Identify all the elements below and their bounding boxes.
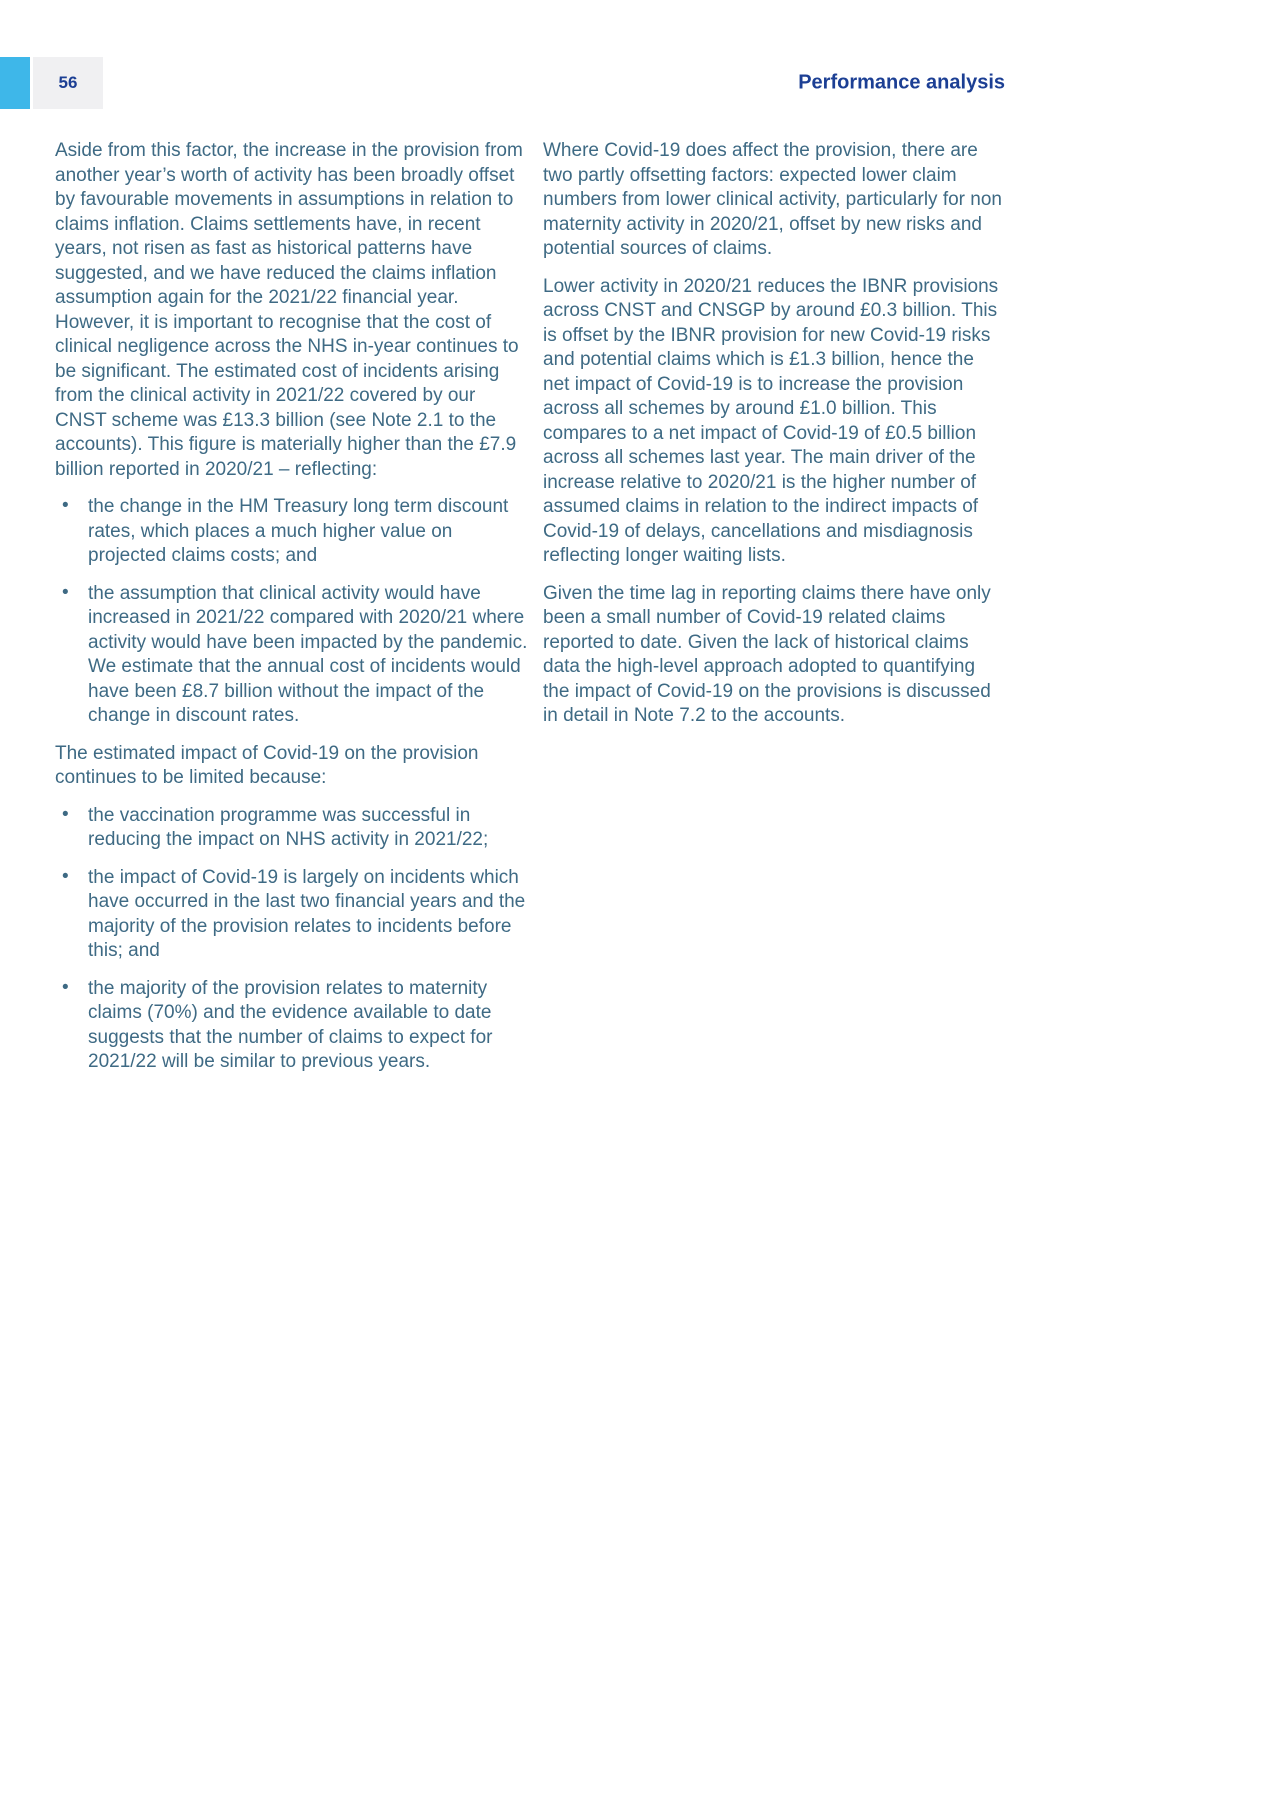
paragraph-covid-intro: The estimated impact of Covid-19 on the provision continues to be limited because: — [55, 742, 479, 788]
list-item — [55, 804, 529, 853]
bullet-icon: • — [62, 865, 69, 887]
bullet-list-covid — [55, 804, 529, 1075]
list-item-text: the majority of the provision relates to maternity claims (70%) and the evidence available to date suggests that the number of claims to expect for 2021/22 will be similar to previous years. — [88, 977, 493, 1072]
bullet-icon: • — [62, 976, 69, 998]
list-item — [55, 495, 529, 569]
paragraph: Given the time lag in reporting claims there have only been a small number of Covid-19 related claims reported to date. Given the lack of historical claims data the high-level approach adopted to quantifying the impact of Covid-19 on the provisions is discussed in detail in Note 7.2 to the accounts. — [543, 582, 991, 726]
paragraph: Lower activity in 2020/21 reduces the IBNR provisions across CNST and CNSGP by around £0.3 billion. This is offset by the IBNR provision for new Covid-19 risks and potential claims which is £1.3 billion, hence the net impact of Covid-19 is to increase the provision across all schemes by around £1.0 billion. This compares to a net impact of Covid-19 of £0.5 billion across all schemes last year. The main driver of the increase relative to 2020/21 is the higher number of assumed claims in relation to the indirect impacts of Covid-19 of delays, cancellations and misdiagnosis reflecting longer waiting lists. — [543, 275, 999, 566]
list-item — [55, 866, 529, 964]
list-item — [55, 582, 529, 729]
right-column — [543, 139, 1005, 742]
list-item-text: the change in the HM Treasury long term discount rates, which places a much higher value on projected claims costs; and — [88, 496, 509, 566]
bullet-icon: • — [62, 803, 69, 825]
list-item-text: the impact of Covid-19 is largely on incidents which have occurred in the last two financial years and the majority of the provision relates to incidents before this; and — [88, 866, 526, 961]
list-item-text: the assumption that clinical activity would have increased in 2021/22 compared with 2020/21 where activity would have been impacted by the pandemic. We estimate that the annual cost of incidents would have been £8.7 billion without the impact of the change in discount rates. — [88, 582, 528, 726]
section-title: Performance analysis — [798, 71, 1005, 94]
page-number-box — [33, 57, 103, 109]
paragraph: Where Covid-19 does affect the provision, there are two partly offsetting factors: expected lower claim numbers from lower clinical activity, particularly for non maternity activity in 2020/21, offset by new risks and potential sources of claims. — [543, 140, 1002, 259]
bullet-icon: • — [62, 495, 69, 516]
paragraph-intro: Aside from this factor, the increase in the provision from another year’s worth of activity has been broadly offset by favourable movements in assumptions in relation to claims inflation. Claims settlements have, in recent years, not risen as fast as historical patterns have suggested, and we have reduced the claims inflation assumption again for the 2021/22 financial year. However, it is important to recognise that the cost of clinical negligence across the NHS in-year continues to be significant. The estimated cost of incidents arising from the clinical activity in 2021/22 covered by our CNST scheme was £13.3 billion (see Note 2.1 to the accounts). This figure is materially higher than the £7.9 billion reported in 2020/21 – reflecting: — [55, 140, 523, 480]
bullet-icon: • — [62, 581, 69, 603]
bullet-list-reflecting — [55, 495, 529, 729]
accent-square — [0, 57, 30, 109]
left-column — [55, 139, 529, 1088]
page-number: 56 — [58, 73, 78, 92]
list-item — [55, 977, 529, 1075]
list-item-text: the vaccination programme was successful in reducing the impact on NHS activity in 2021/22; — [88, 804, 489, 850]
page-header — [0, 57, 1272, 109]
